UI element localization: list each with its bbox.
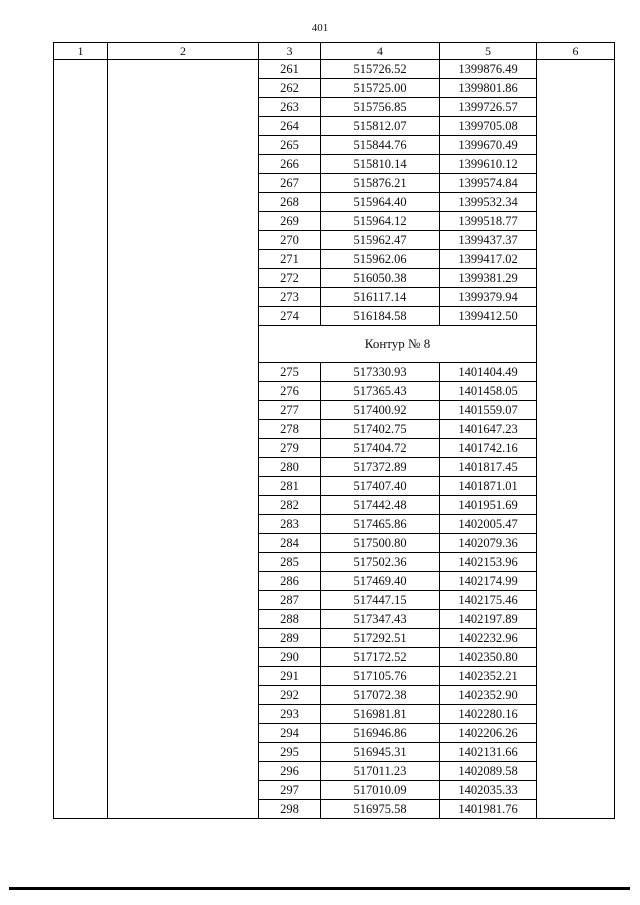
coordinate-y: 1402174.99 — [440, 572, 537, 591]
coordinate-y: 1399610.12 — [440, 155, 537, 174]
coordinate-x: 517365.43 — [321, 382, 440, 401]
coordinate-y: 1399532.34 — [440, 193, 537, 212]
coordinate-x: 517011.23 — [321, 762, 440, 781]
point-number: 267 — [259, 174, 321, 193]
coordinate-y: 1402175.46 — [440, 591, 537, 610]
coordinates-table — [53, 42, 615, 819]
page-number: 401 — [311, 22, 329, 34]
point-number: 297 — [259, 781, 321, 800]
coordinate-y: 1402153.96 — [440, 553, 537, 572]
point-number: 289 — [259, 629, 321, 648]
point-number: 281 — [259, 477, 321, 496]
point-number: 292 — [259, 686, 321, 705]
coordinate-x: 515962.06 — [321, 250, 440, 269]
coordinate-x: 517330.93 — [321, 363, 440, 382]
coordinate-y: 1402197.89 — [440, 610, 537, 629]
coordinate-x: 517402.75 — [321, 420, 440, 439]
coordinate-x: 516945.31 — [321, 743, 440, 762]
coordinate-y: 1402280.16 — [440, 705, 537, 724]
point-number: 271 — [259, 250, 321, 269]
point-number: 265 — [259, 136, 321, 155]
coordinate-y: 1399417.02 — [440, 250, 537, 269]
coordinate-x: 515876.21 — [321, 174, 440, 193]
point-number: 283 — [259, 515, 321, 534]
coordinate-x: 517347.43 — [321, 610, 440, 629]
coordinate-y: 1402206.26 — [440, 724, 537, 743]
coordinate-x: 515964.40 — [321, 193, 440, 212]
coordinate-y: 1399412.50 — [440, 307, 537, 326]
coordinate-x: 517172.52 — [321, 648, 440, 667]
coordinate-x: 517072.38 — [321, 686, 440, 705]
point-number: 276 — [259, 382, 321, 401]
coordinate-x: 515962.47 — [321, 231, 440, 250]
coordinate-x: 516946.86 — [321, 724, 440, 743]
coordinate-x: 515844.76 — [321, 136, 440, 155]
point-number: 266 — [259, 155, 321, 174]
coordinate-y: 1399379.94 — [440, 288, 537, 307]
column-6-cell — [537, 60, 615, 819]
point-number: 287 — [259, 591, 321, 610]
column-header: 6 — [537, 43, 615, 60]
point-number: 273 — [259, 288, 321, 307]
coordinate-y: 1402079.36 — [440, 534, 537, 553]
point-number: 272 — [259, 269, 321, 288]
point-number: 286 — [259, 572, 321, 591]
point-number: 275 — [259, 363, 321, 382]
coordinate-y: 1399670.49 — [440, 136, 537, 155]
point-number: 295 — [259, 743, 321, 762]
coordinate-x: 517407.40 — [321, 477, 440, 496]
coordinate-y: 1399437.37 — [440, 231, 537, 250]
column-header: 2 — [108, 43, 259, 60]
point-number: 284 — [259, 534, 321, 553]
coordinate-y: 1401559.07 — [440, 401, 537, 420]
column-header: 1 — [54, 43, 108, 60]
coordinate-x: 516117.14 — [321, 288, 440, 307]
point-number: 296 — [259, 762, 321, 781]
coordinate-x: 517404.72 — [321, 439, 440, 458]
point-number: 290 — [259, 648, 321, 667]
coordinate-y: 1399876.49 — [440, 60, 537, 79]
coordinate-x: 515756.85 — [321, 98, 440, 117]
coordinate-y: 1402232.96 — [440, 629, 537, 648]
point-number: 278 — [259, 420, 321, 439]
coordinate-y: 1402089.58 — [440, 762, 537, 781]
coordinate-y: 1401404.49 — [440, 363, 537, 382]
coordinate-y: 1401981.76 — [440, 800, 537, 819]
coordinate-x: 517372.89 — [321, 458, 440, 477]
coordinate-x: 515725.00 — [321, 79, 440, 98]
point-number: 288 — [259, 610, 321, 629]
coordinate-y: 1402005.47 — [440, 515, 537, 534]
coordinate-y: 1402352.90 — [440, 686, 537, 705]
point-number: 282 — [259, 496, 321, 515]
coordinate-x: 516975.58 — [321, 800, 440, 819]
coordinate-y: 1401871.01 — [440, 477, 537, 496]
column-header: 3 — [259, 43, 321, 60]
bottom-rule — [9, 887, 630, 890]
coordinate-x: 517502.36 — [321, 553, 440, 572]
coordinate-x: 515812.07 — [321, 117, 440, 136]
point-number: 263 — [259, 98, 321, 117]
point-number: 285 — [259, 553, 321, 572]
coordinate-x: 517465.86 — [321, 515, 440, 534]
coordinate-y: 1399705.08 — [440, 117, 537, 136]
coordinate-y: 1401647.23 — [440, 420, 537, 439]
point-number: 293 — [259, 705, 321, 724]
column-header: 4 — [321, 43, 440, 60]
coordinate-x: 517469.40 — [321, 572, 440, 591]
coordinate-x: 517010.09 — [321, 781, 440, 800]
column-2-cell — [108, 60, 259, 819]
point-number: 262 — [259, 79, 321, 98]
point-number: 261 — [259, 60, 321, 79]
coordinate-y: 1401742.16 — [440, 439, 537, 458]
coordinate-y: 1401458.05 — [440, 382, 537, 401]
coordinate-x: 517105.76 — [321, 667, 440, 686]
column-1-cell — [54, 60, 108, 819]
coordinate-y: 1401951.69 — [440, 496, 537, 515]
point-number: 280 — [259, 458, 321, 477]
coordinate-x: 516050.38 — [321, 269, 440, 288]
coordinate-x: 517292.51 — [321, 629, 440, 648]
column-header: 5 — [440, 43, 537, 60]
table-row — [54, 60, 615, 79]
point-number: 294 — [259, 724, 321, 743]
coordinate-x: 517442.48 — [321, 496, 440, 515]
coordinate-x: 516981.81 — [321, 705, 440, 724]
point-number: 270 — [259, 231, 321, 250]
coordinate-y: 1399381.29 — [440, 269, 537, 288]
point-number: 279 — [259, 439, 321, 458]
point-number: 277 — [259, 401, 321, 420]
header-row — [54, 43, 615, 60]
coordinate-x: 517500.80 — [321, 534, 440, 553]
coordinate-y: 1399726.57 — [440, 98, 537, 117]
coordinate-y: 1402035.33 — [440, 781, 537, 800]
coordinate-x: 515726.52 — [321, 60, 440, 79]
coordinate-x: 515810.14 — [321, 155, 440, 174]
coordinate-x: 517447.15 — [321, 591, 440, 610]
coordinate-x: 517400.92 — [321, 401, 440, 420]
coordinate-y: 1399574.84 — [440, 174, 537, 193]
coordinate-x: 515964.12 — [321, 212, 440, 231]
point-number: 264 — [259, 117, 321, 136]
point-number: 298 — [259, 800, 321, 819]
coordinate-y: 1399518.77 — [440, 212, 537, 231]
coordinate-y: 1399801.86 — [440, 79, 537, 98]
contour-heading: Контур № 8 — [259, 326, 537, 363]
point-number: 268 — [259, 193, 321, 212]
point-number: 269 — [259, 212, 321, 231]
coordinate-y: 1402131.66 — [440, 743, 537, 762]
coordinate-y: 1402352.21 — [440, 667, 537, 686]
coordinate-x: 516184.58 — [321, 307, 440, 326]
coordinate-y: 1401817.45 — [440, 458, 537, 477]
coordinate-y: 1402350.80 — [440, 648, 537, 667]
point-number: 274 — [259, 307, 321, 326]
point-number: 291 — [259, 667, 321, 686]
